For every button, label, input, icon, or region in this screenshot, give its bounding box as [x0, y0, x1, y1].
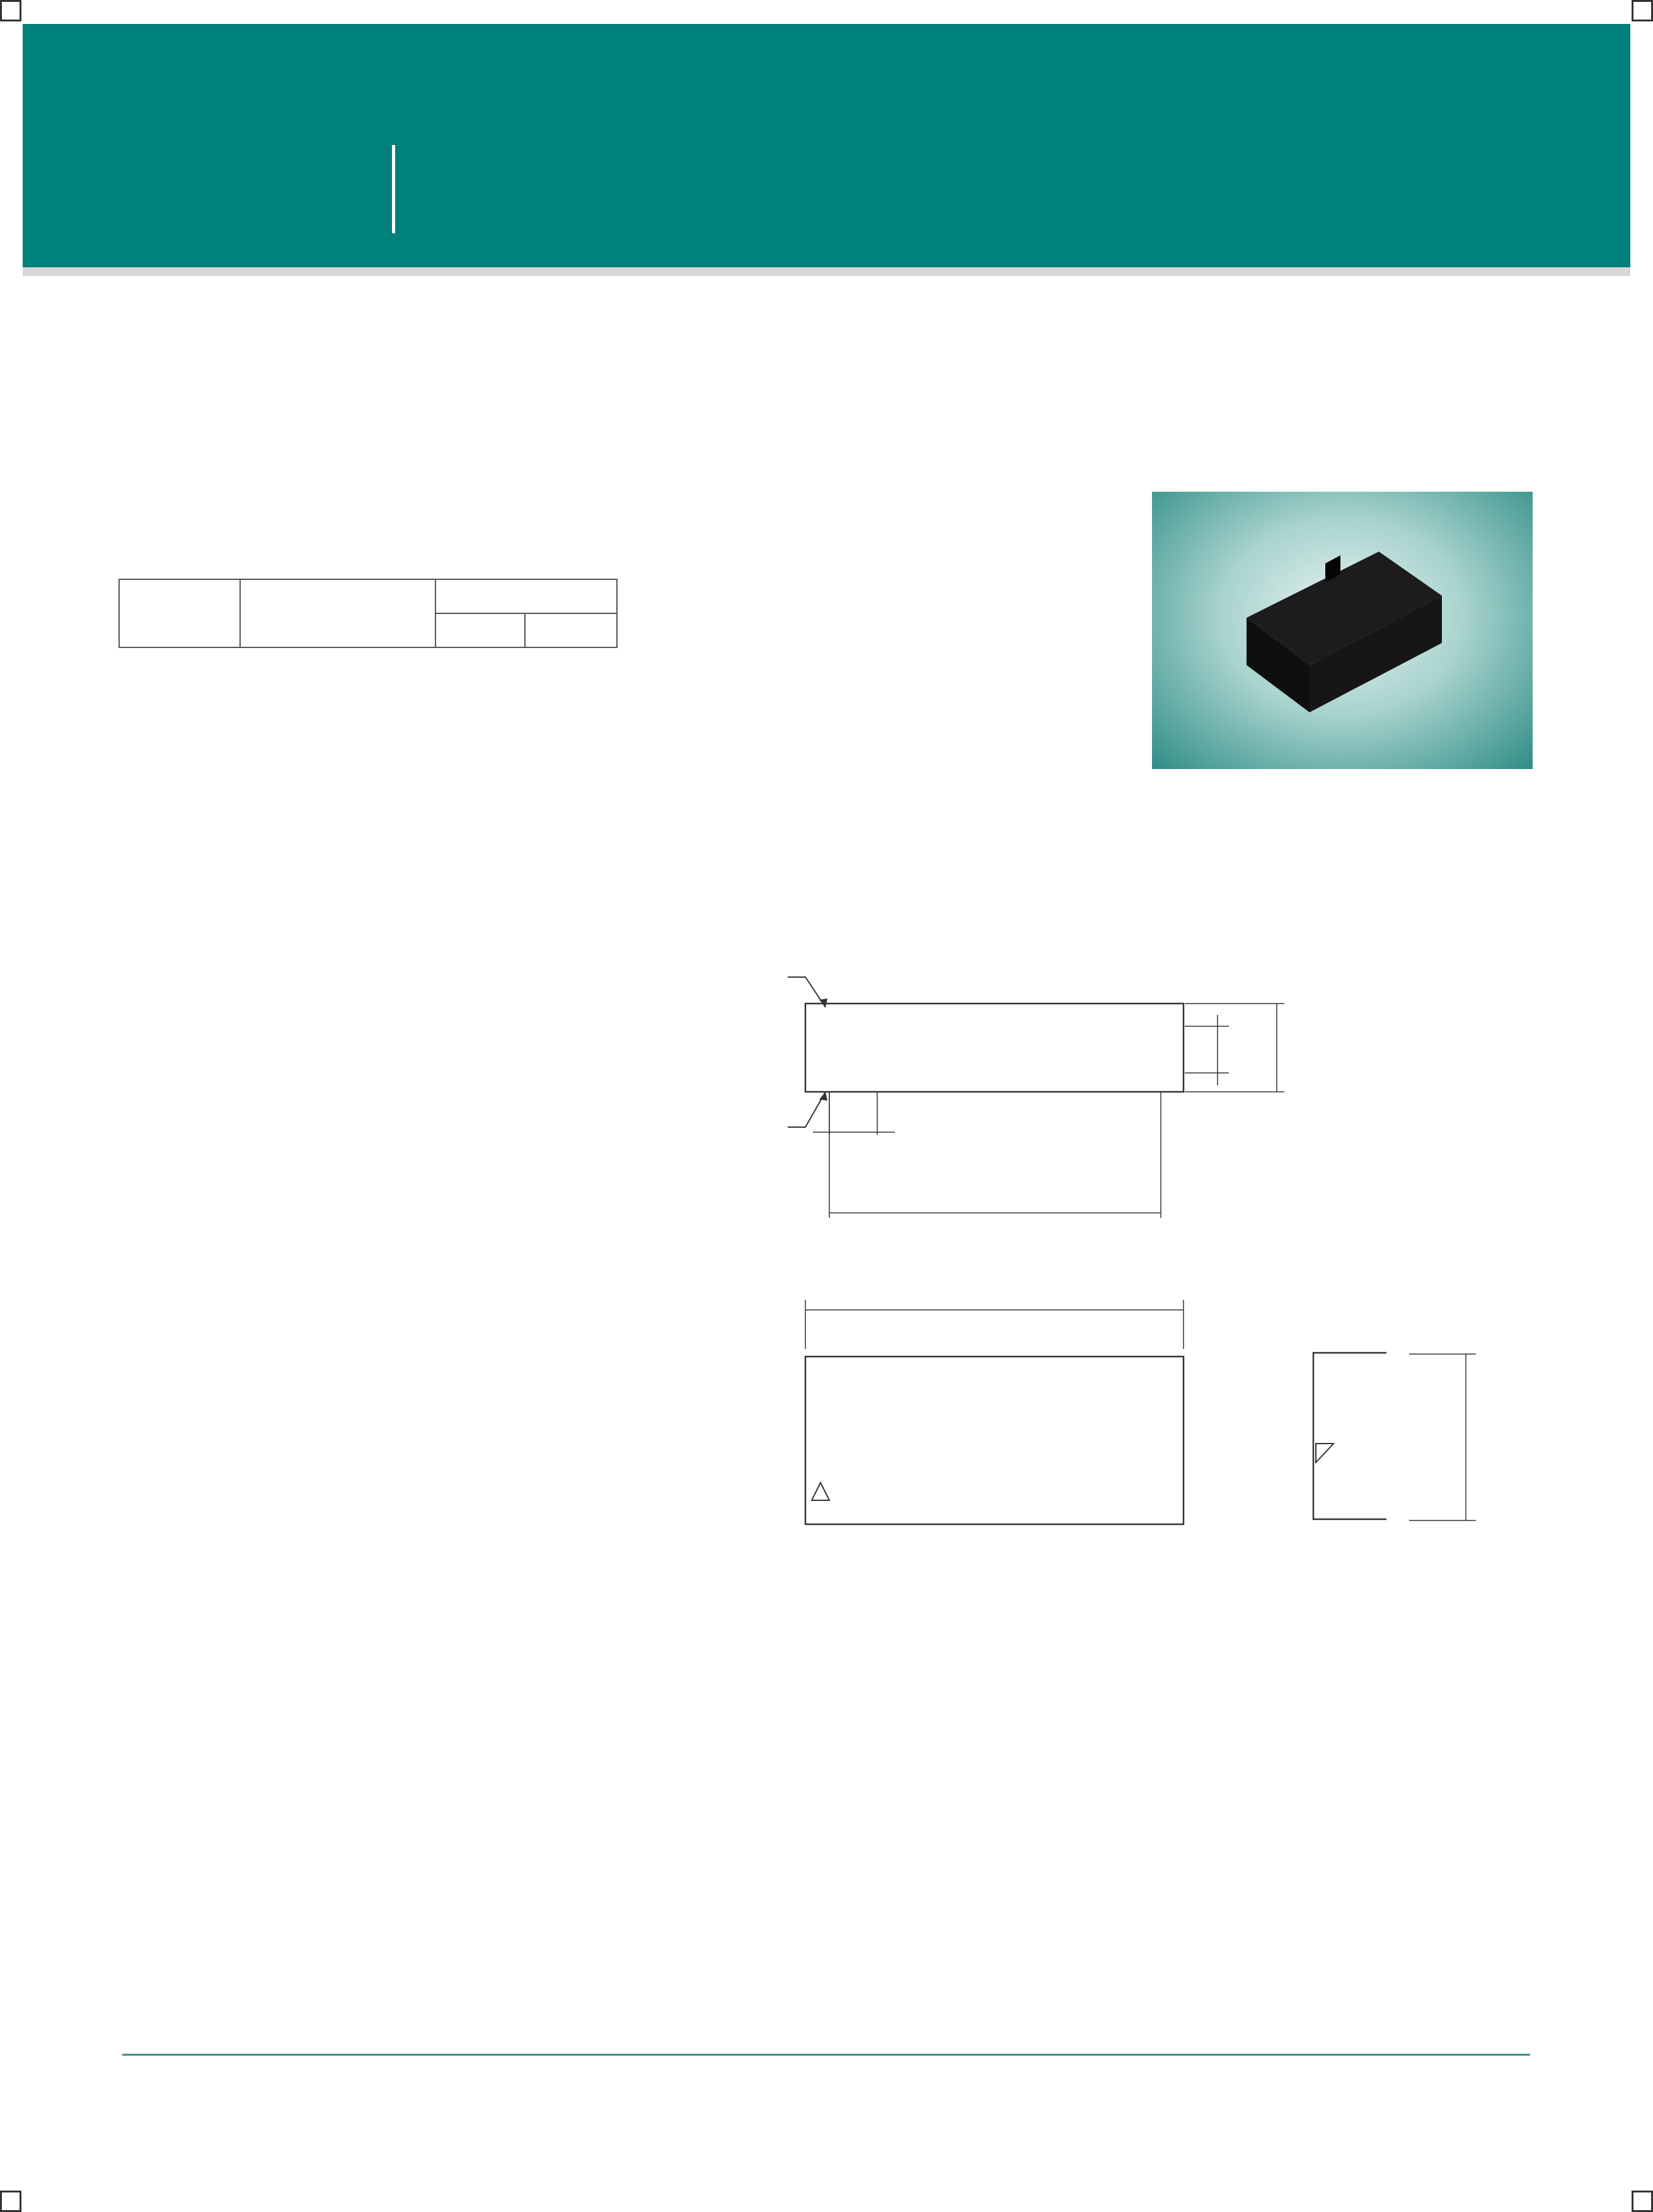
header-circuits — [119, 579, 240, 647]
logo-divider — [392, 145, 395, 233]
crop-mark-top-right — [1632, 0, 1653, 21]
pin1-arrow — [819, 1092, 827, 1101]
crop-mark-top-left — [0, 0, 21, 21]
header-band — [23, 24, 1630, 267]
top-view-outline — [805, 1004, 1184, 1092]
header-dimensions — [435, 579, 617, 613]
connector-photo-drawing — [1152, 492, 1533, 769]
side-view-outline — [1313, 1353, 1386, 1519]
footer-rule — [122, 2054, 1530, 2056]
pin1-triangle-mark — [812, 1483, 829, 1500]
header-shadow — [23, 267, 1630, 276]
technical-drawing — [706, 946, 1386, 1544]
dimensions-table — [118, 579, 618, 648]
header-b — [525, 613, 617, 647]
crop-mark-bottom-right — [1632, 2191, 1653, 2212]
front-view-outline — [805, 1357, 1184, 1524]
pin1-leader — [788, 1092, 826, 1127]
crop-mark-bottom-left — [0, 2191, 21, 2212]
height-dimension-drawing — [1405, 1349, 1569, 1551]
header-part-no — [240, 579, 435, 647]
side-latch-left — [1316, 1444, 1333, 1462]
header-a — [435, 613, 525, 647]
product-photo — [1152, 492, 1533, 769]
